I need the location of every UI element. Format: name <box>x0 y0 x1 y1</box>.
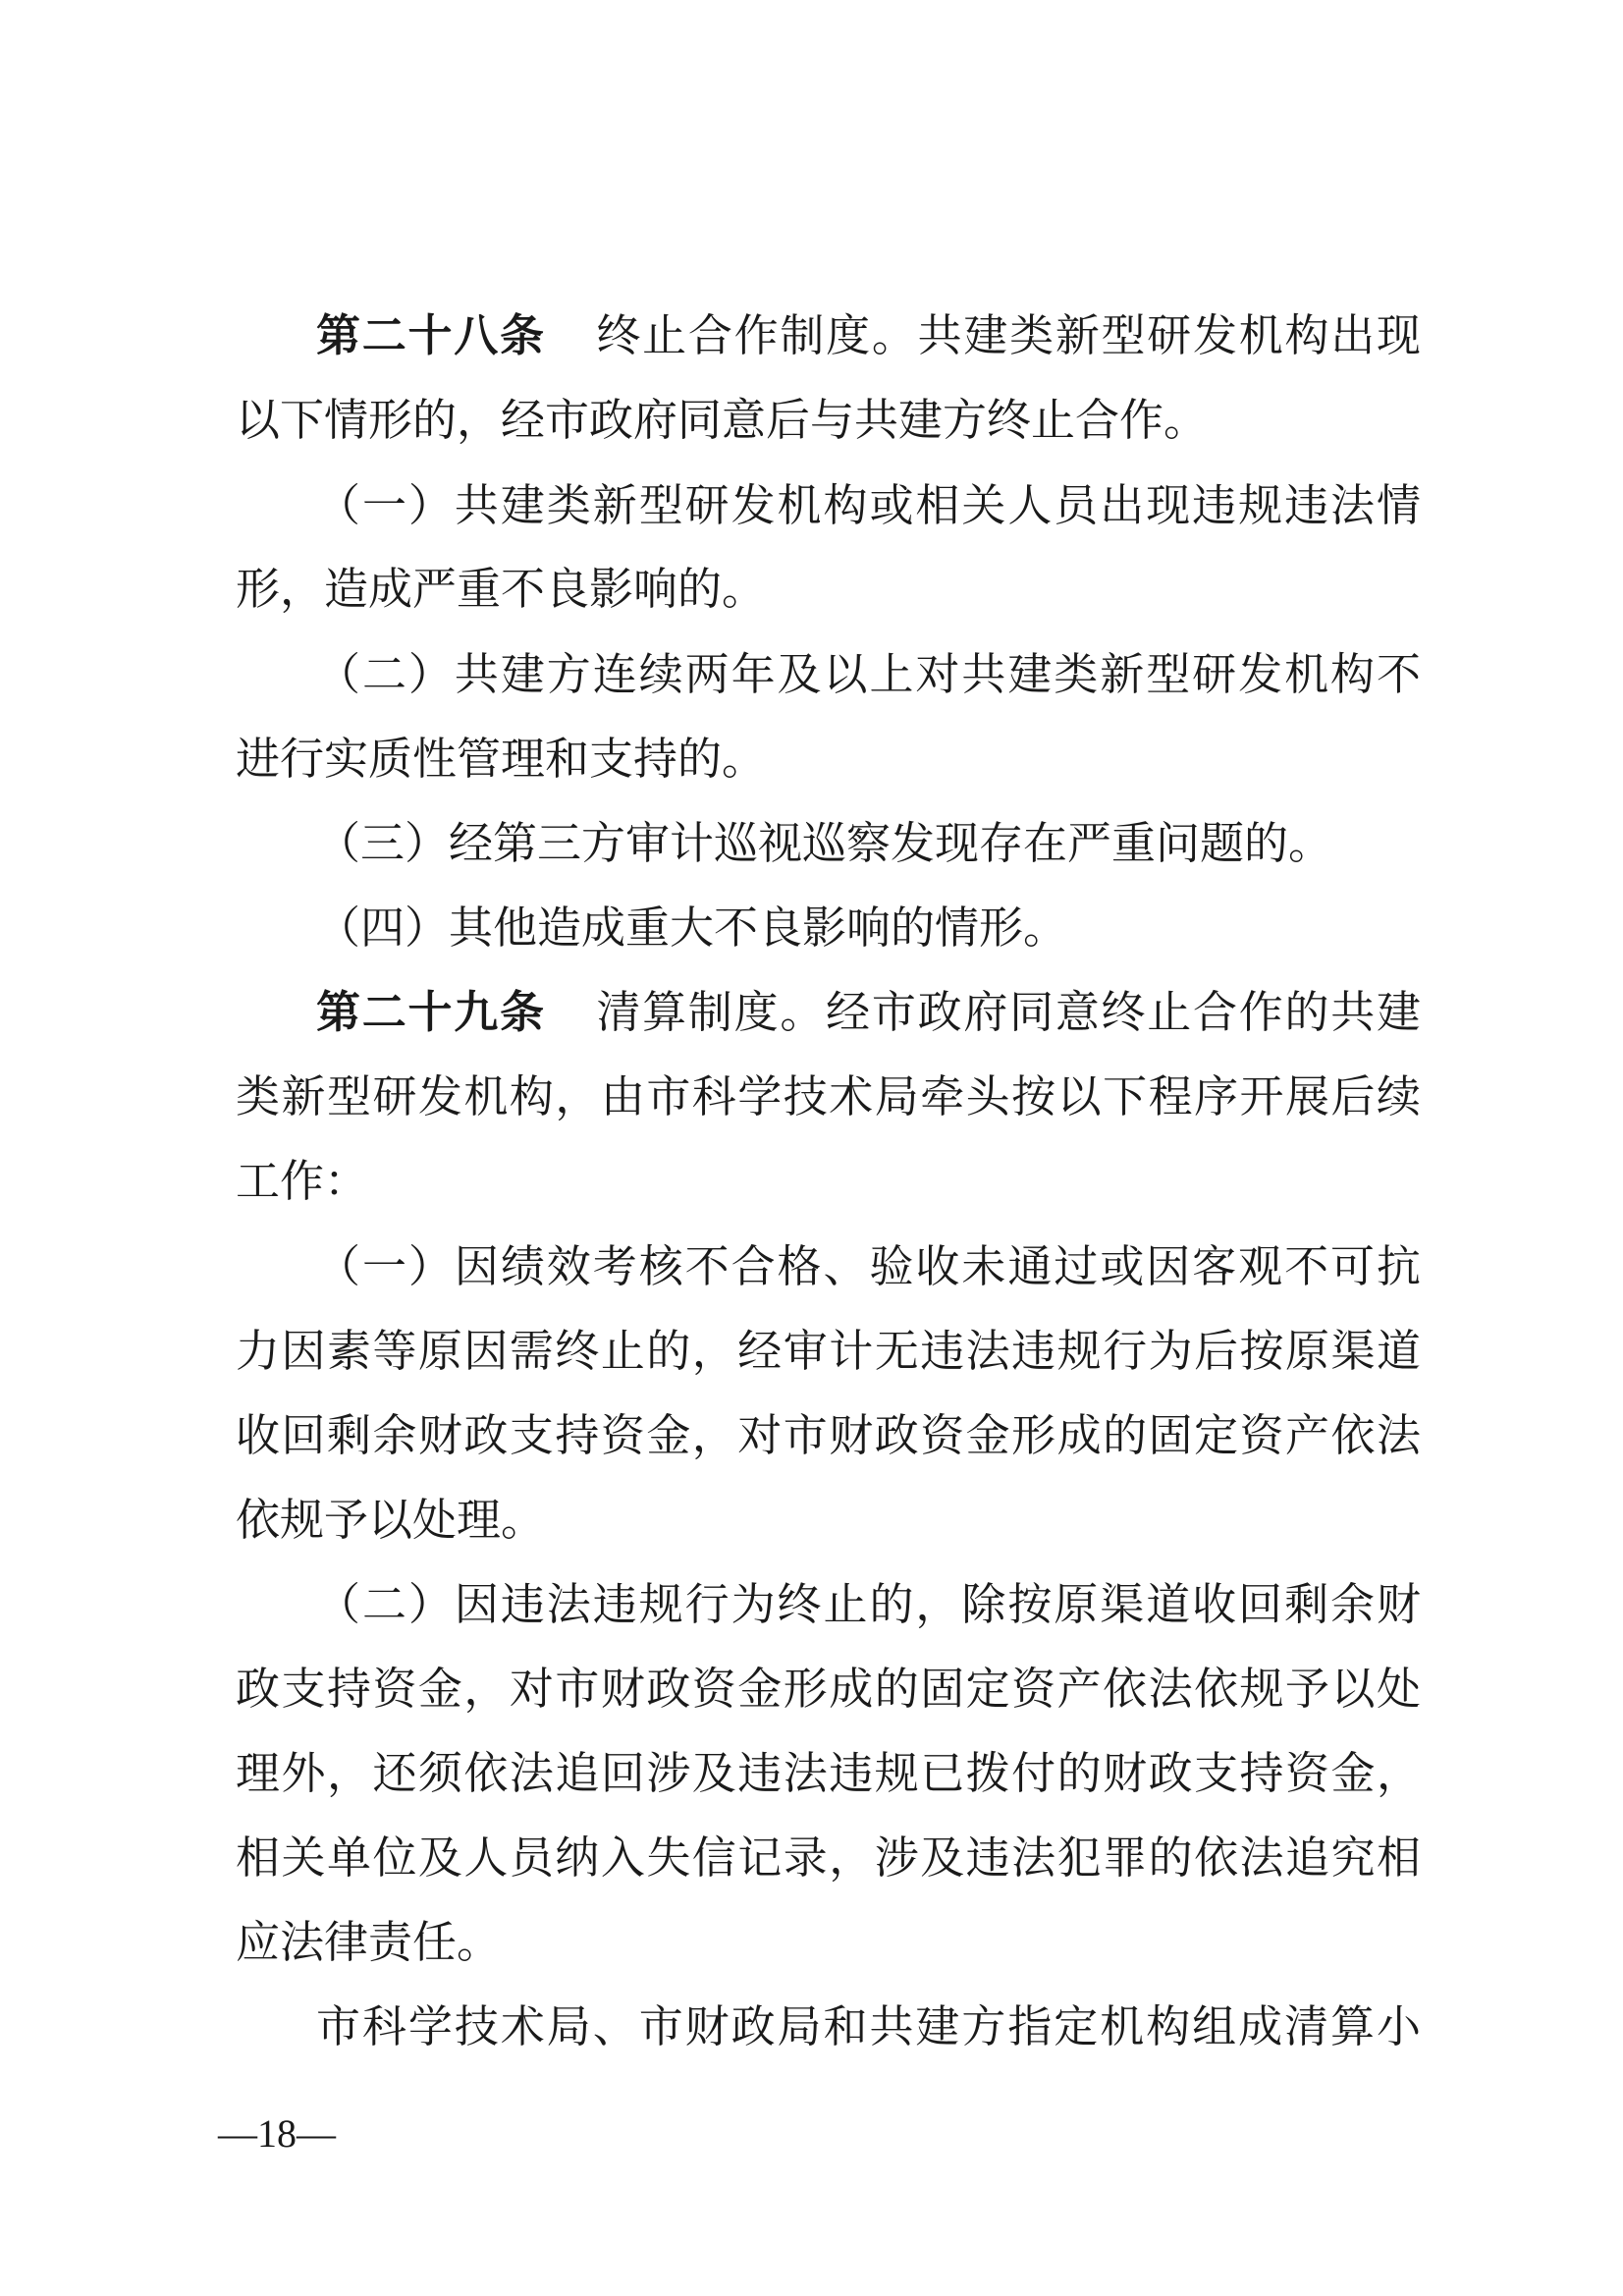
article-29-item-1-line-3: 收回剩余财政支持资金，对市财政资金形成的固定资产依法 <box>236 1409 1421 1461</box>
article-29-item-2-line-4: 相关单位及人员纳入失信记录，涉及违法犯罪的依法追究相 <box>236 1831 1421 1884</box>
article-28-item-3: （三）经第三方审计巡视巡察发现存在严重问题的。 <box>316 817 1333 869</box>
article-29-item-2-line-2: 政支持资金，对市财政资金形成的固定资产依法依规予以处 <box>236 1663 1421 1715</box>
article-28-first-line <box>316 306 1421 365</box>
article-28-text-1: 终止合作制度。共建类新型研发机构出现 <box>594 309 1421 361</box>
article-29-item-1-line-1: （一）因绩效考核不合格、验收未通过或因客观不可抗 <box>316 1240 1421 1292</box>
article-28-heading: 第二十八条 <box>316 309 546 361</box>
article-28-item-2-line-1: （二）共建方连续两年及以上对共建类新型研发机构不 <box>316 648 1421 700</box>
article-29-text-3: 工作： <box>236 1155 369 1207</box>
article-29-item-2-line-5: 应法律责任。 <box>236 1916 502 1968</box>
article-29-text-2: 类新型研发机构，由市科学技术局牵头按以下程序开展后续 <box>236 1070 1421 1122</box>
article-28-text-2: 以下情形的，经市政府同意后与共建方终止合作。 <box>236 394 1209 446</box>
article-28-item-2-line-2: 进行实质性管理和支持的。 <box>236 733 767 785</box>
article-29-text-1: 清算制度。经市政府同意终止合作的共建 <box>594 986 1421 1038</box>
article-28-item-1-line-2: 形，造成严重不良影响的。 <box>236 563 767 615</box>
article-29-item-1-line-2: 力因素等原因需终止的，经审计无违法违规行为后按原渠道 <box>236 1325 1421 1377</box>
article-29-item-1-line-4: 依规予以处理。 <box>236 1494 546 1546</box>
article-28-item-1-line-1: （一）共建类新型研发机构或相关人员出现违规违法情 <box>316 479 1421 531</box>
page-number: —18— <box>218 2111 336 2156</box>
article-29-final-paragraph: 市科学技术局、市财政局和共建方指定机构组成清算小 <box>316 2000 1421 2052</box>
article-29-heading: 第二十九条 <box>316 986 546 1038</box>
article-29-item-2-line-1: （二）因违法违规行为终止的，除按原渠道收回剩余财 <box>316 1578 1421 1630</box>
article-28-item-4: （四）其他造成重大不良影响的情形。 <box>316 902 1068 954</box>
article-29-first-line <box>316 983 1421 1042</box>
article-29-item-2-line-3: 理外，还须依法追回涉及违法违规已拨付的财政支持资金， <box>236 1747 1421 1799</box>
